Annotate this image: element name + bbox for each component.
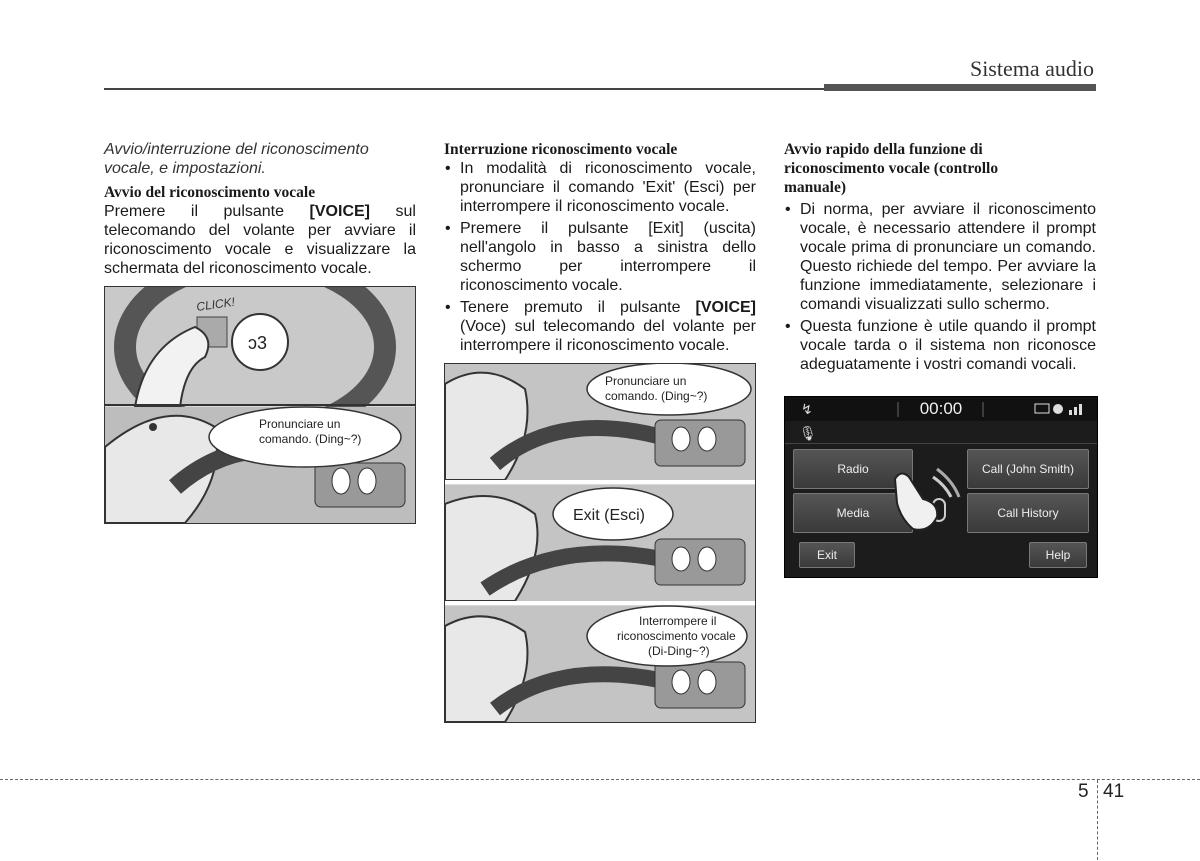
radio-button[interactable]: Radio (793, 449, 913, 489)
illustration-voice-stop (444, 363, 756, 723)
subsection-heading: Avvio del riconoscimento vocale (104, 184, 316, 201)
speech-bubble-line: comando. (Ding~?) (259, 432, 362, 446)
click-label: CLICK! (195, 294, 236, 314)
chapter-number: 5 (1078, 781, 1089, 802)
footer-rule (0, 779, 1200, 780)
section-heading: Interruzione riconoscimento vocale (444, 141, 678, 158)
speech-bubble-line: (Di-Ding~?) (648, 644, 710, 658)
help-button[interactable]: Help (1029, 542, 1087, 568)
bullet-item: • In modalità di riconoscimento vocale, pronunciare il comando 'Exit' (Esci) per interrompere il riconoscimento vocale. (444, 159, 756, 216)
speech-bubble-line: Pronunciare un (259, 417, 341, 431)
status-bar (785, 397, 1097, 421)
illustration-voice-start (104, 286, 416, 524)
microphone-icon: 🎙 (799, 425, 817, 441)
section-heading: Avvio rapido della funzione di riconoscimento vocale (controllo manuale) (784, 141, 999, 196)
bullet-list (784, 200, 1096, 374)
bullet-item: • Questa funzione è utile quando il prompt vocale tarda o il sistema non riconosce adeguatamente i vostri comandi vocali. (784, 317, 1096, 374)
speech-bubble-line: riconoscimento vocale (617, 629, 736, 643)
paragraph: Premere il pulsante [VOICE] sul telecomando del volante per avviare il riconoscimento vocale e visualizzare la schermata del riconoscimento vocale. (104, 203, 416, 277)
hand-pointer-icon (893, 459, 963, 539)
divider (785, 443, 1097, 444)
bullet-item: • Di norma, per avviare il riconoscimento vocale, è necessario attendere il prompt vocale prima di pronunciare un comando. Questo richiede del tempo. Per avviare la funzione immediatamente, selezionare i comandi visualizzati sullo schermo. (784, 200, 1096, 314)
bullet-item: • Premere il pulsante [Exit] (uscita) nell'angolo in basso a sinistra dello schermo per interrompere il riconoscimento vocale. (444, 219, 756, 295)
voice-icon: ↯ (801, 401, 813, 417)
page-number: 41 (1103, 781, 1125, 802)
speech-bubble-line: comando. (Ding~?) (605, 389, 708, 403)
speech-bubble-line: Interrompere il (639, 614, 717, 628)
bullet-item: • Tenere premuto il pulsante [VOICE] (Voce) sul telecomando del volante per interrompere il riconoscimento vocale. (444, 298, 756, 355)
column-left (104, 140, 416, 278)
svg-text:ↄ3: ↄ3 (248, 333, 268, 353)
bullet-list (444, 159, 756, 355)
exit-button[interactable]: Exit (799, 542, 855, 568)
footer-divider (1097, 780, 1098, 860)
running-header: Sistema audio (969, 56, 1094, 81)
media-button[interactable]: Media (793, 493, 913, 533)
speech-bubble-exit: Exit (Esci) (573, 507, 645, 524)
column-right (784, 140, 1096, 377)
voice-recognition-screen (784, 396, 1098, 578)
column-middle (444, 140, 756, 358)
call-contact-button[interactable]: Call (John Smith) (967, 449, 1089, 489)
clock: 00:00 (919, 399, 963, 418)
speech-bubble-line: Pronunciare un (605, 374, 687, 388)
call-history-button[interactable]: Call History (967, 493, 1089, 533)
header-rule-accent (824, 84, 1096, 91)
section-heading-italic: Avvio/interruzione del riconoscimento vocale, e impostazioni. (104, 141, 369, 177)
